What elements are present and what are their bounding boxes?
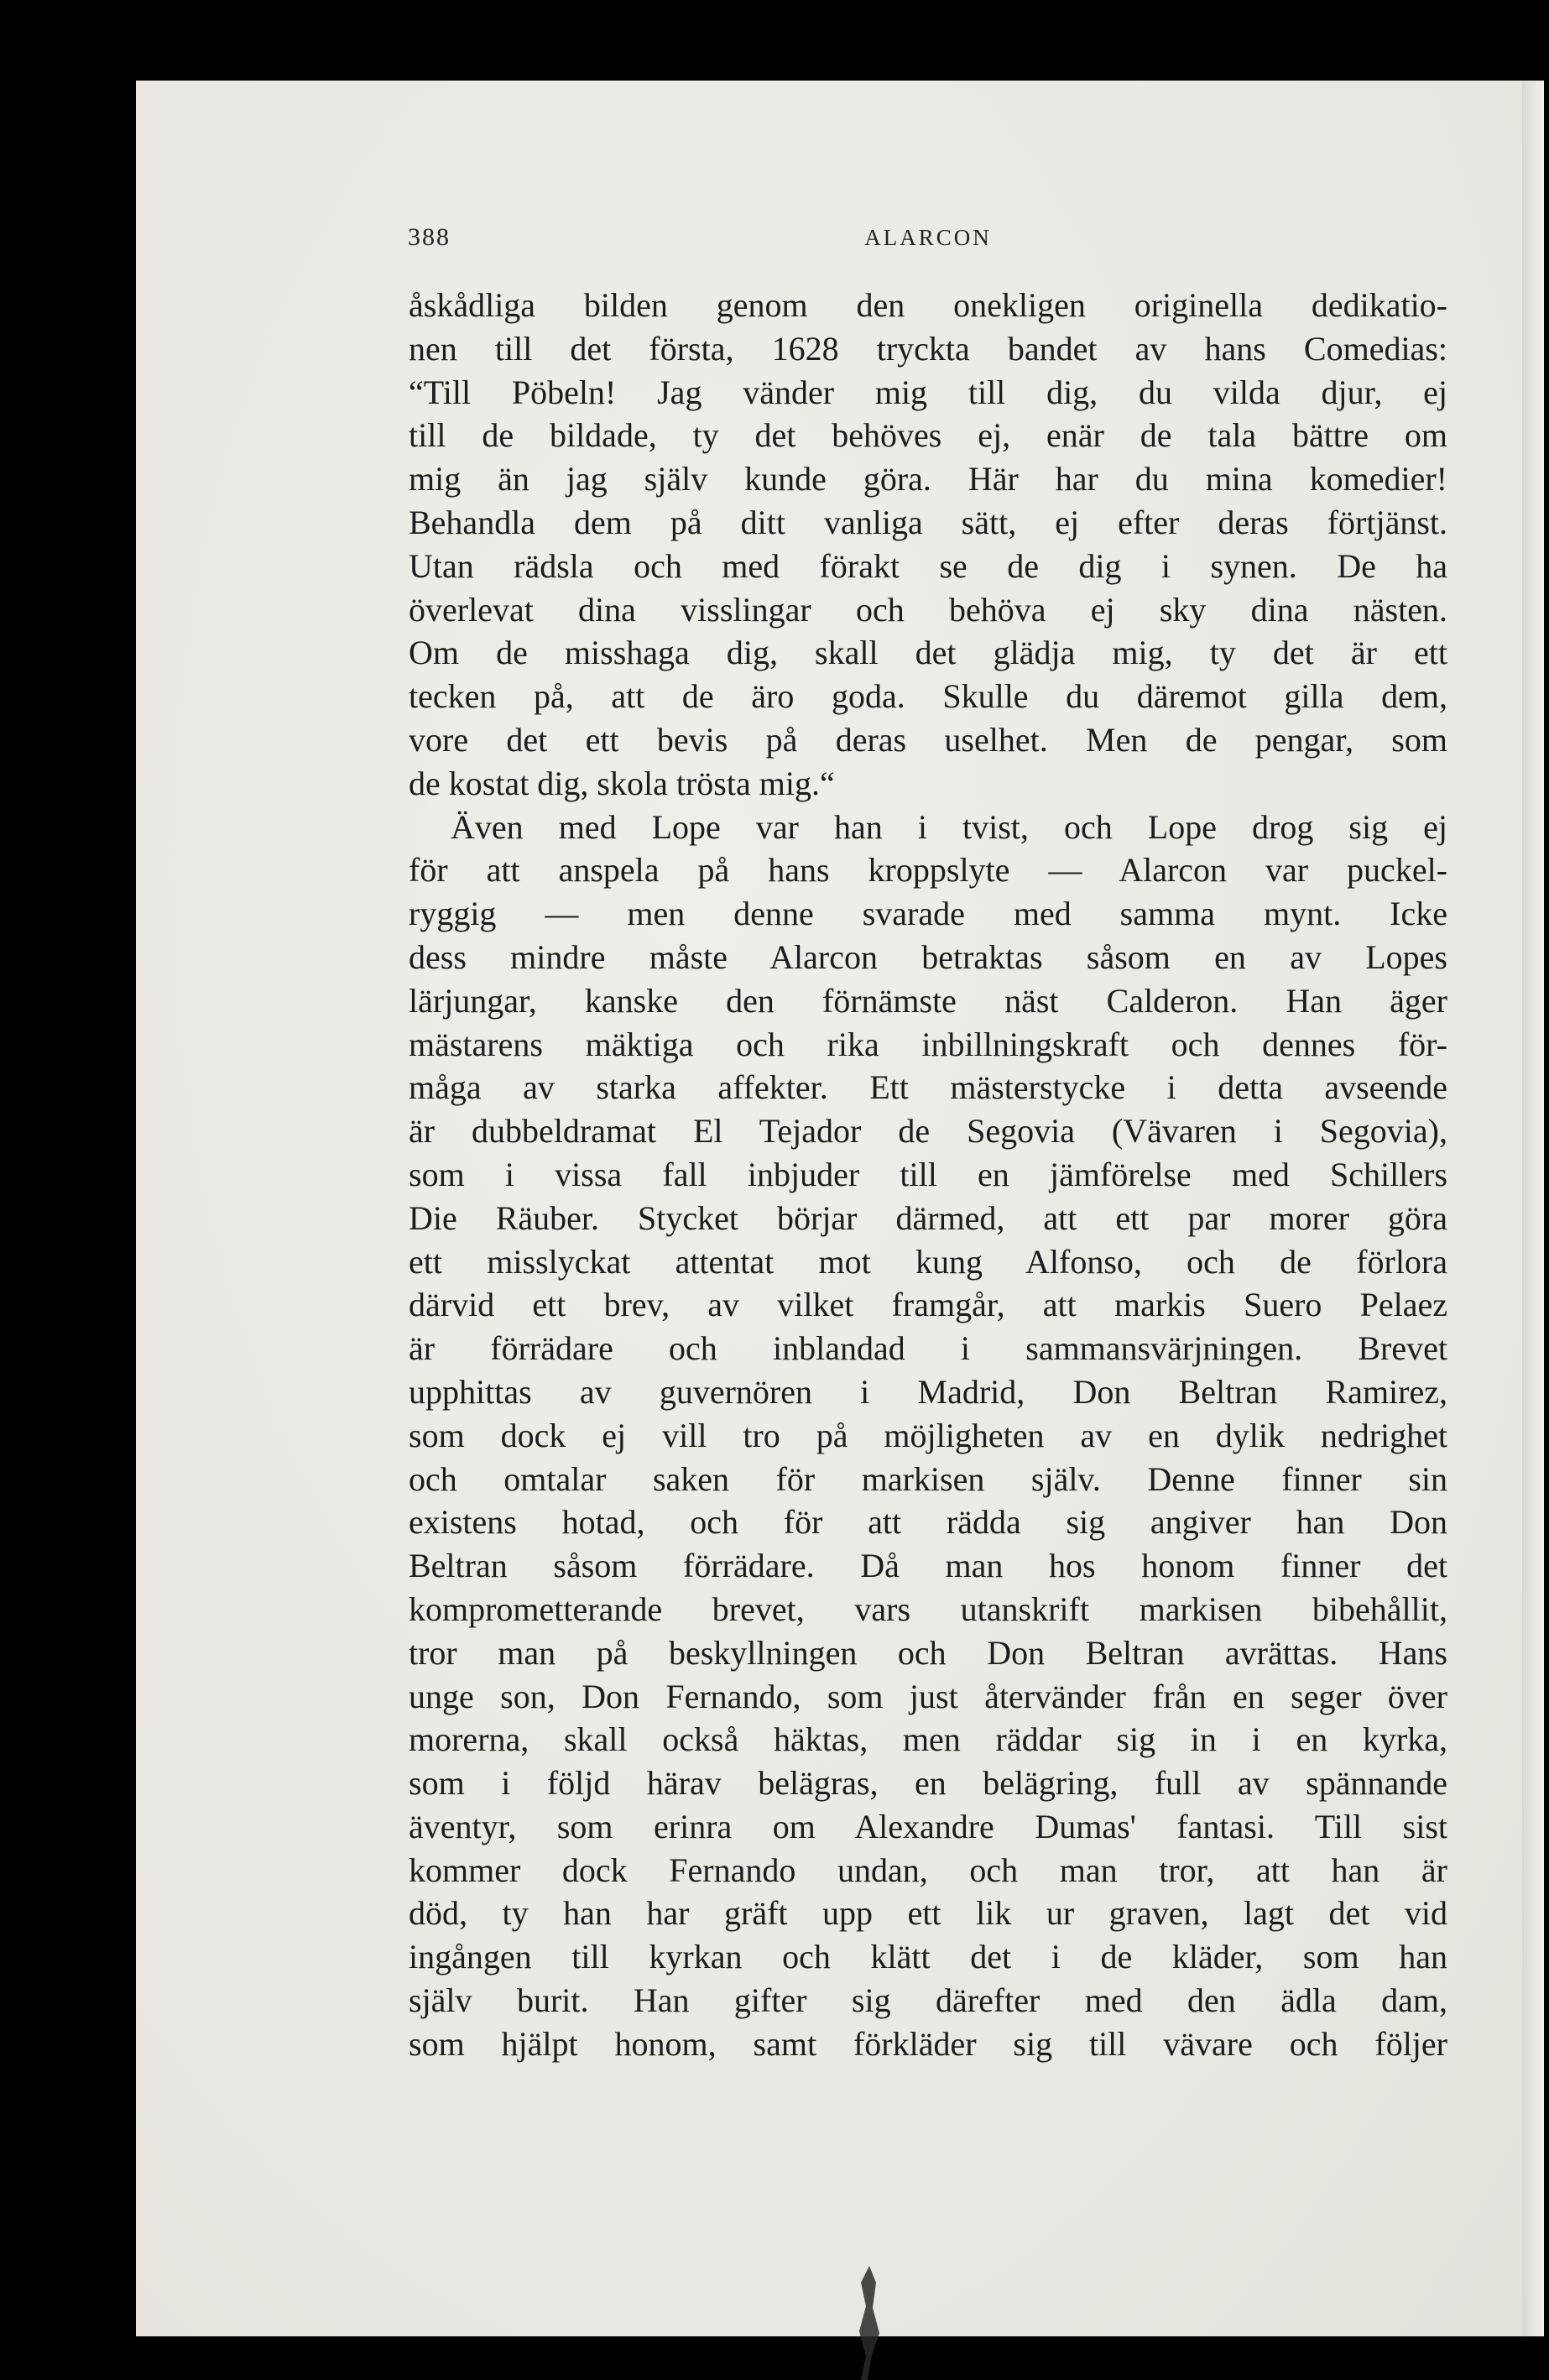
text-line: Beltran såsom förrädare. Då man hos honom finner det — [409, 1547, 1447, 1585]
text-line: “Till Pöbeln! Jag vänder mig till dig, du vilda djur, ej — [409, 373, 1447, 411]
text-line: lärjungar, kanske den förnämste näst Calderon. Han äger — [409, 981, 1447, 1020]
text-line: därvid ett brev, av vilket framgår, att markis Suero Pelaez — [409, 1286, 1447, 1324]
text-line: som hjälpt honom, samt förkläder sig till vävare och följer — [409, 2024, 1447, 2063]
text-line: Behandla dem på ditt vanliga sätt, ej efter deras förtjänst. — [409, 503, 1447, 541]
text-line: som i vissa fall inbjuder till en jämförelse med Schillers — [409, 1155, 1447, 1193]
text-line: unge son, Don Fernando, som just återvänder från en seger över — [409, 1677, 1447, 1715]
text-line: som dock ej vill tro på möjligheten av en dylik nedrighet — [409, 1416, 1447, 1454]
text-line: kommer dock Fernando undan, och man tror, att han är — [409, 1850, 1447, 1889]
text-line: ingången till kyrkan och klätt det i de kläder, som han — [409, 1938, 1447, 1976]
text-line: äventyr, som erinra om Alexandre Dumas' fantasi. Till sist — [409, 1807, 1447, 1845]
text-line: Utan rädsla och med förakt se de dig i synen. De ha — [409, 546, 1447, 585]
text-line: ryggig — men denne svarade med samma mynt. Icke — [409, 895, 1447, 933]
text-line: ett misslyckat attentat mot kung Alfonso, och de förlora — [409, 1242, 1447, 1281]
text-line: vore det ett bevis på deras uselhet. Men de pengar, som — [409, 720, 1447, 759]
text-line: åskådliga bilden genom den onekligen originella dedikatio- — [409, 286, 1447, 324]
text-line: upphittas av guvernören i Madrid, Don Beltran Ramirez, — [409, 1372, 1447, 1411]
body-text — [409, 284, 1447, 2066]
text-line: mästarens mäktiga och rika inbillningskraft och dennes för- — [409, 1025, 1447, 1063]
text-line: tecken på, att de äro goda. Skulle du däremot gilla dem, — [409, 677, 1447, 716]
text-line: måga av starka affekter. Ett mästerstycke i detta avseende — [409, 1068, 1447, 1107]
page-header — [408, 223, 1448, 265]
text-line: mig än jag själv kunde göra. Här har du mina komedier! — [409, 460, 1447, 498]
text-line: dess mindre måste Alarcon betraktas såsom en av Lopes — [409, 937, 1447, 976]
paragraph — [409, 806, 1447, 2066]
text-line: överlevat dina visslingar och behöva ej sky dina nästen. — [409, 590, 1447, 629]
text-line: de kostat dig, skola trösta mig.“ — [409, 764, 835, 802]
running-head: ALARCON — [864, 225, 992, 250]
page-number: 388 — [408, 223, 451, 251]
text-line: komprometterande brevet, vars utanskrift markisen bibehållit, — [409, 1589, 1447, 1628]
text-line: tror man på beskyllningen och Don Beltran avrättas. Hans — [409, 1633, 1447, 1672]
text-line: Om de misshaga dig, skall det glädja mig, ty det är ett — [409, 634, 1447, 672]
text-line: för att anspela på hans kroppslyte — Alarcon var puckel- — [409, 851, 1447, 890]
text-line: nen till det första, 1628 tryckta bandet av hans Comedias: — [409, 329, 1447, 368]
text-line: och omtalar saken för markisen själv. Denne finner sin — [409, 1459, 1447, 1498]
text-line: morerna, skall också häktas, men räddar sig in i en kyrka, — [409, 1720, 1447, 1759]
text-line: är dubbeldramat El Tejador de Segovia (Vävaren i Segovia), — [409, 1112, 1447, 1151]
scan-smudge — [854, 2257, 884, 2380]
page-edge — [1522, 81, 1544, 2336]
text-line: själv burit. Han gifter sig därefter med den ädla dam, — [409, 1981, 1447, 2020]
paragraph — [409, 284, 1447, 806]
text-line: Även med Lope var han i tvist, och Lope drog sig ej — [451, 807, 1447, 846]
text-line: existens hotad, och för att rädda sig angiver han Don — [409, 1503, 1447, 1542]
text-line: död, ty han har gräft upp ett lik ur graven, lagt det vid — [409, 1894, 1447, 1933]
text-line: till de bildade, ty det behöves ej, enär de tala bättre om — [409, 416, 1447, 455]
text-line: Die Räuber. Stycket börjar därmed, att ett par morer göra — [409, 1198, 1447, 1237]
text-line: som i följd härav belägras, en belägring, full av spännande — [409, 1764, 1447, 1803]
text-line: är förrädare och inblandad i sammansvärjningen. Brevet — [409, 1329, 1447, 1368]
